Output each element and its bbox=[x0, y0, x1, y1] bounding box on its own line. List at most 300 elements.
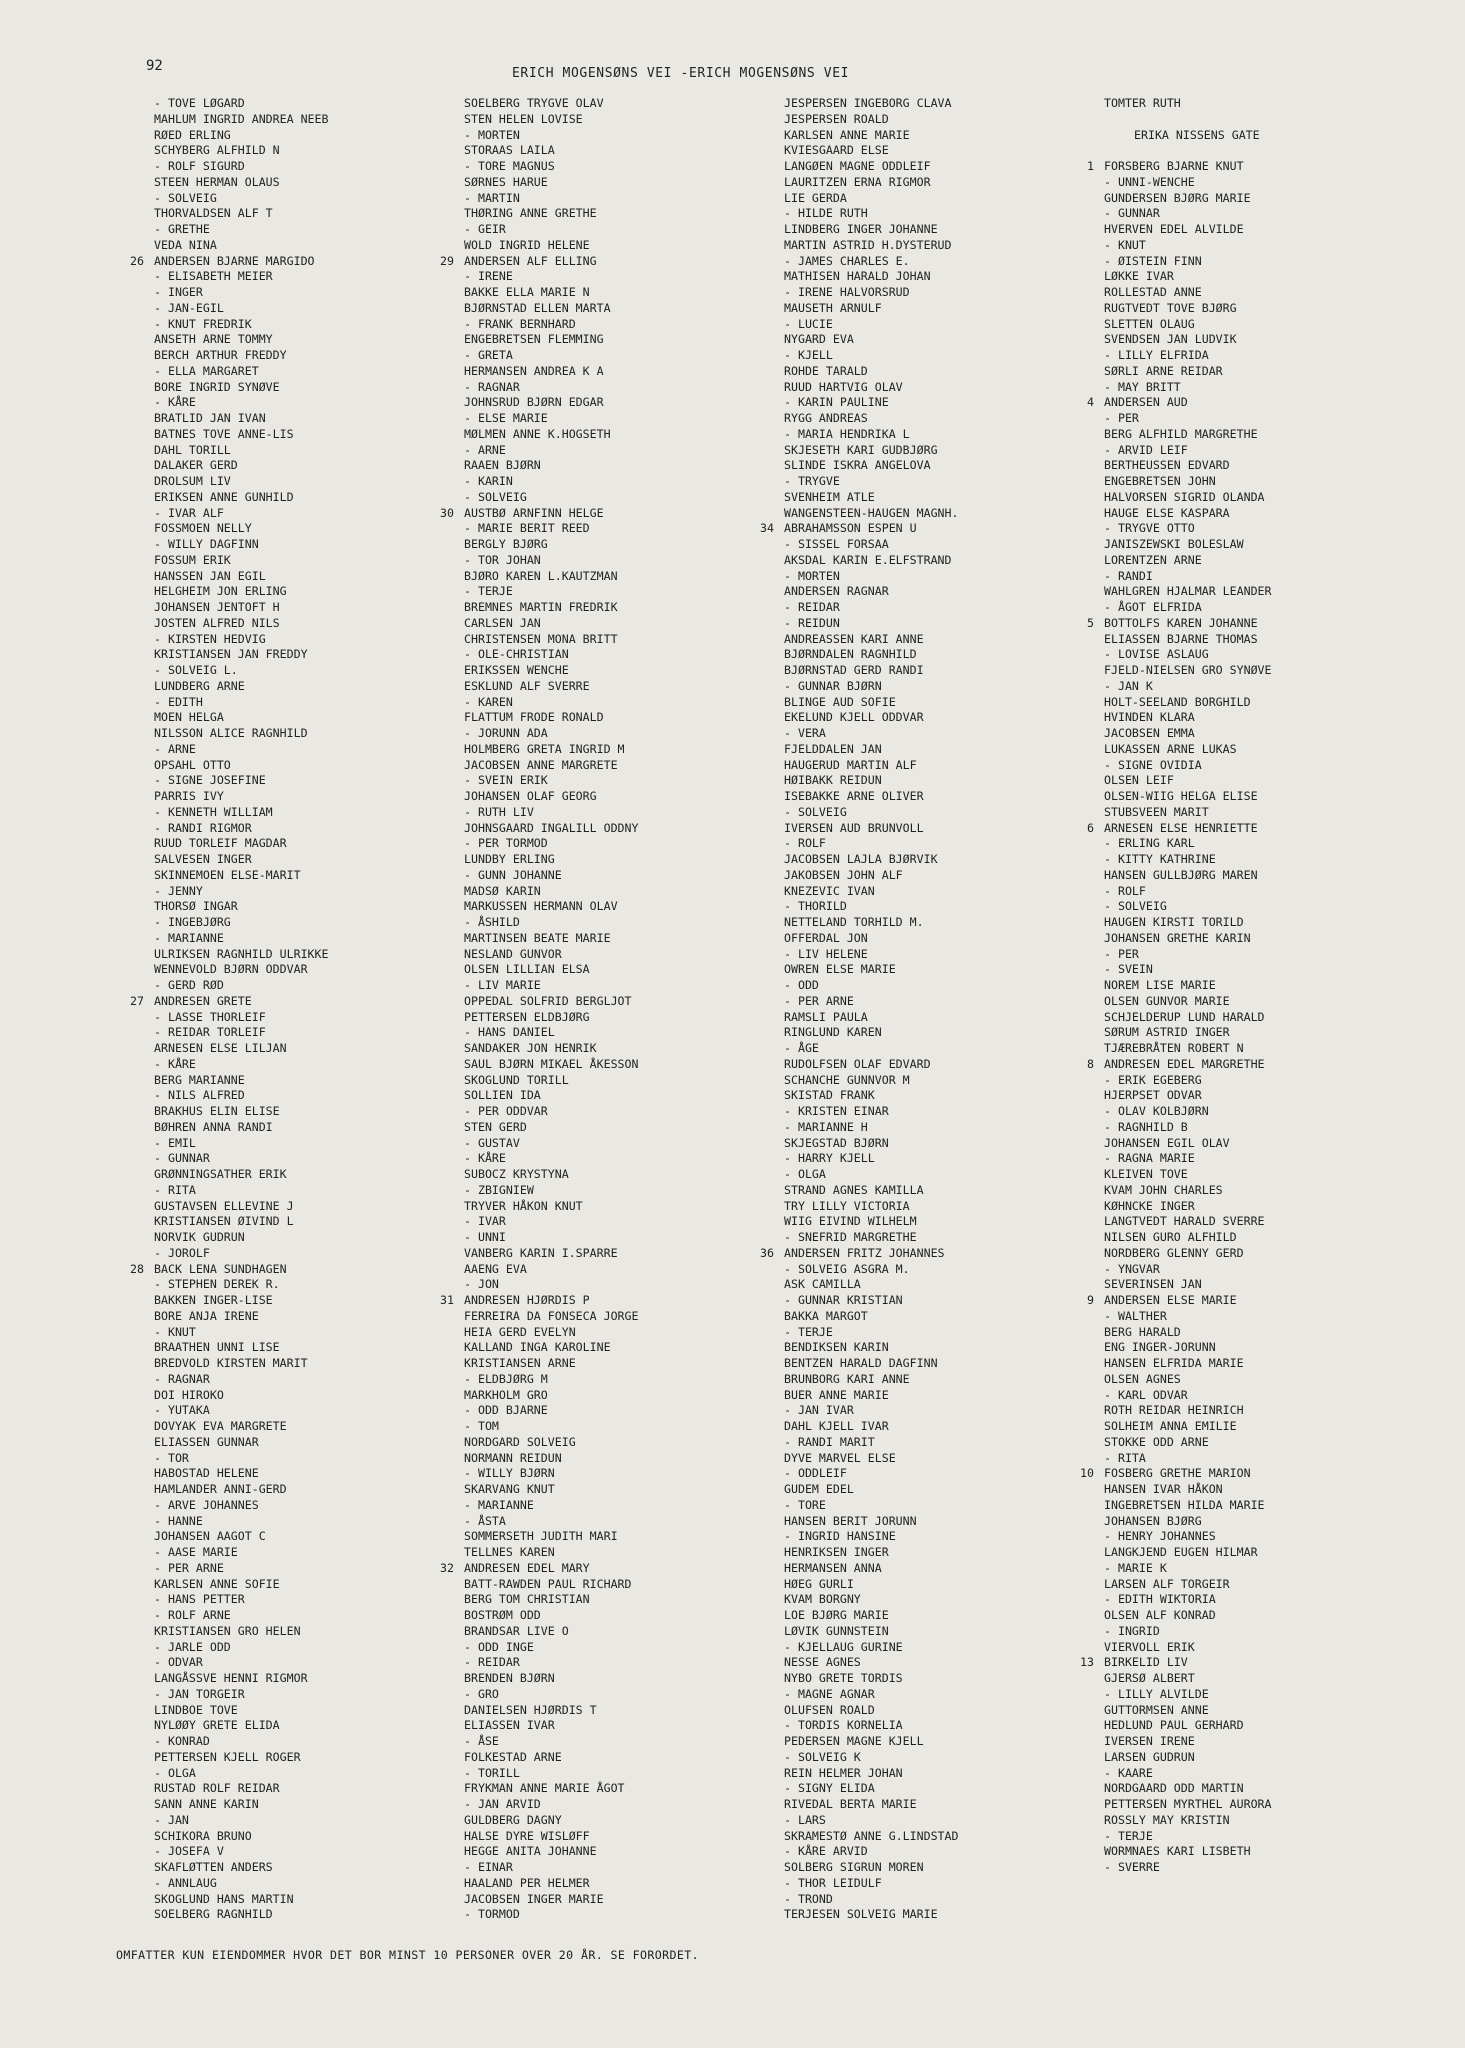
house-number bbox=[1060, 647, 1104, 663]
resident-entry bbox=[740, 1671, 1070, 1687]
resident-name: SKOGLUND HANS MARTIN bbox=[154, 1891, 294, 1906]
resident-name: BERTHEUSSEN EDVARD bbox=[1104, 458, 1230, 473]
resident-name: JOHANSEN EGIL OLAV bbox=[1104, 1135, 1230, 1150]
resident-name: NOREM LISE MARIE bbox=[1104, 978, 1216, 992]
resident-name: - LASSE THORLEIF bbox=[154, 1009, 266, 1024]
resident-entry bbox=[420, 1671, 750, 1687]
resident-name: TERJESEN SOLVEIG MARIE bbox=[784, 1907, 938, 1922]
house-number bbox=[110, 663, 154, 679]
resident-name: - JAN TORGEIR bbox=[154, 1686, 245, 1701]
resident-entry bbox=[110, 128, 440, 144]
resident-entry bbox=[740, 1482, 1070, 1498]
resident-name: PETTERSEN MYRTHEL AURORA bbox=[1104, 1797, 1272, 1811]
resident-entry bbox=[420, 269, 750, 285]
house-number bbox=[740, 947, 784, 963]
resident-entry bbox=[110, 1246, 440, 1262]
resident-entry bbox=[740, 1419, 1070, 1435]
resident-name: HALVORSEN SIGRID OLANDA bbox=[1104, 489, 1265, 504]
resident-entry bbox=[740, 364, 1070, 380]
house-number bbox=[420, 1907, 464, 1923]
resident-name: LIE GERDA bbox=[784, 190, 847, 205]
house-number bbox=[740, 1088, 784, 1104]
house-number bbox=[740, 773, 784, 789]
resident-entry bbox=[740, 1088, 1070, 1104]
house-number bbox=[1060, 994, 1104, 1010]
house-number bbox=[740, 1372, 784, 1388]
resident-name: HAMLANDER ANNI-GERD bbox=[154, 1482, 287, 1496]
resident-name: - JORUNN ADA bbox=[464, 726, 548, 740]
resident-name: - GUNNAR KRISTIAN bbox=[784, 1293, 903, 1307]
resident-name: - JAN ARVID bbox=[464, 1797, 541, 1811]
house-number bbox=[1060, 1372, 1104, 1388]
resident-entry bbox=[1060, 1214, 1390, 1230]
resident-name: SEVERINSEN JAN bbox=[1104, 1277, 1202, 1292]
resident-name: - PER bbox=[1104, 946, 1139, 961]
house-number bbox=[740, 1136, 784, 1152]
house-number bbox=[1060, 947, 1104, 963]
resident-name: AAENG EVA bbox=[464, 1261, 527, 1276]
house-number bbox=[420, 994, 464, 1010]
resident-name: JACOBSEN EMMA bbox=[1104, 726, 1195, 740]
resident-name: DOVYAK EVA MARGRETE bbox=[154, 1419, 287, 1433]
resident-name: OLUFSEN ROALD bbox=[784, 1702, 875, 1717]
resident-entry bbox=[740, 994, 1070, 1010]
house-number: 9 bbox=[1087, 1293, 1094, 1307]
resident-name: LANGKJEND EUGEN HILMAR bbox=[1104, 1545, 1258, 1559]
resident-entry bbox=[1060, 1829, 1390, 1845]
resident-name: - KÅRE bbox=[154, 395, 196, 410]
resident-name: NILSSON ALICE RAGNHILD bbox=[154, 726, 308, 740]
resident-name: - ODD BJARNE bbox=[464, 1403, 548, 1418]
house-number bbox=[420, 1876, 464, 1892]
resident-name: - GUNNAR bbox=[154, 1151, 210, 1166]
resident-name: BREMNES MARTIN FREDRIK bbox=[464, 600, 618, 614]
resident-entry bbox=[420, 1766, 750, 1782]
house-number bbox=[110, 962, 154, 978]
resident-name: - EINAR bbox=[464, 1860, 513, 1874]
resident-name: LOE BJØRG MARIE bbox=[784, 1608, 889, 1622]
resident-name: GUTTORMSEN ANNE bbox=[1104, 1702, 1209, 1717]
resident-name: HERMANSEN ANNA bbox=[784, 1560, 882, 1575]
house-number bbox=[1060, 1529, 1104, 1545]
house-number bbox=[740, 1577, 784, 1593]
house-number bbox=[1060, 348, 1104, 364]
house-number bbox=[420, 553, 464, 569]
house-number bbox=[420, 616, 464, 632]
house-number bbox=[110, 805, 154, 821]
house-number bbox=[110, 222, 154, 238]
resident-entry bbox=[1060, 1844, 1390, 1860]
house-number bbox=[110, 1781, 154, 1797]
resident-name: SLETTEN OLAUG bbox=[1104, 316, 1195, 331]
resident-entry bbox=[1060, 395, 1390, 411]
resident-name: TRYVER HÅKON KNUT bbox=[464, 1198, 583, 1213]
house-number bbox=[110, 1592, 154, 1608]
house-number bbox=[110, 1624, 154, 1640]
house-number bbox=[740, 458, 784, 474]
house-number bbox=[1060, 1419, 1104, 1435]
resident-entry bbox=[740, 962, 1070, 978]
resident-name: BRAATHEN UNNI LISE bbox=[154, 1340, 280, 1355]
resident-entry bbox=[1060, 616, 1390, 632]
house-number bbox=[740, 1640, 784, 1656]
resident-entry bbox=[420, 1262, 750, 1278]
house-number bbox=[1060, 128, 1104, 144]
resident-name: - ERIK EGEBERG bbox=[1104, 1072, 1202, 1087]
resident-entry bbox=[1060, 1136, 1390, 1152]
resident-name: BRUNBORG KARI ANNE bbox=[784, 1371, 910, 1386]
house-number bbox=[1060, 1230, 1104, 1246]
house-number bbox=[740, 884, 784, 900]
resident-name: DROLSUM LIV bbox=[154, 474, 231, 488]
resident-entry bbox=[1060, 695, 1390, 711]
house-number bbox=[1060, 269, 1104, 285]
resident-entry bbox=[740, 1892, 1070, 1908]
resident-name: - KÅRE ARVID bbox=[784, 1844, 868, 1859]
resident-entry bbox=[1060, 254, 1390, 270]
resident-entry bbox=[1060, 1372, 1390, 1388]
house-number bbox=[110, 1766, 154, 1782]
house-number bbox=[1060, 1120, 1104, 1136]
house-number bbox=[1060, 632, 1104, 648]
resident-entry bbox=[420, 128, 750, 144]
resident-name: RUGTVEDT TOVE BJØRG bbox=[1104, 300, 1237, 315]
house-number bbox=[420, 285, 464, 301]
resident-entry bbox=[420, 1482, 750, 1498]
house-number bbox=[740, 159, 784, 175]
resident-name: RØED ERLING bbox=[154, 127, 231, 142]
resident-entry bbox=[110, 1750, 440, 1766]
house-number bbox=[740, 584, 784, 600]
house-number bbox=[740, 710, 784, 726]
resident-name: - SNEFRID MARGRETHE bbox=[784, 1230, 917, 1244]
resident-entry bbox=[1060, 742, 1390, 758]
house-number bbox=[420, 742, 464, 758]
resident-name: - LILLY ELFRIDA bbox=[1104, 348, 1209, 362]
house-number bbox=[110, 1136, 154, 1152]
resident-entry bbox=[420, 836, 750, 852]
house-number bbox=[1060, 1277, 1104, 1293]
house-number bbox=[420, 1687, 464, 1703]
house-number bbox=[740, 285, 784, 301]
house-number bbox=[420, 962, 464, 978]
resident-entry bbox=[110, 1073, 440, 1089]
resident-entry bbox=[420, 679, 750, 695]
house-number bbox=[420, 1104, 464, 1120]
house-number bbox=[420, 1372, 464, 1388]
house-number bbox=[420, 1136, 464, 1152]
house-number bbox=[420, 1246, 464, 1262]
house-number bbox=[740, 222, 784, 238]
resident-entry bbox=[420, 1199, 750, 1215]
house-number bbox=[420, 1813, 464, 1829]
house-number bbox=[110, 726, 154, 742]
resident-entry bbox=[740, 663, 1070, 679]
resident-entry bbox=[420, 1734, 750, 1750]
resident-name: - WILLY BJØRN bbox=[464, 1466, 555, 1481]
house-number bbox=[110, 1750, 154, 1766]
house-number bbox=[1060, 663, 1104, 679]
resident-name: DOI HIROKO bbox=[154, 1387, 224, 1402]
resident-entry bbox=[1060, 238, 1390, 254]
house-number bbox=[1060, 443, 1104, 459]
house-number bbox=[110, 269, 154, 285]
resident-entry bbox=[420, 1844, 750, 1860]
resident-entry bbox=[420, 1466, 750, 1482]
resident-name: - KÅRE bbox=[464, 1151, 506, 1166]
resident-name: THORVALDSEN ALF T bbox=[154, 206, 273, 221]
resident-name: - JAN bbox=[154, 1812, 189, 1827]
resident-entry bbox=[1060, 1167, 1390, 1183]
resident-entry bbox=[110, 474, 440, 490]
resident-entry bbox=[420, 1356, 750, 1372]
resident-name: PARRIS IVY bbox=[154, 789, 224, 803]
resident-entry bbox=[110, 947, 440, 963]
resident-name: RAMSLI PAULA bbox=[784, 1009, 868, 1024]
resident-entry bbox=[1060, 931, 1390, 947]
resident-name: ENG INGER-JORUNN bbox=[1104, 1340, 1216, 1355]
resident-entry bbox=[110, 1734, 440, 1750]
resident-entry bbox=[420, 458, 750, 474]
resident-name: NYLØØY GRETE ELIDA bbox=[154, 1718, 280, 1733]
resident-entry bbox=[420, 1214, 750, 1230]
resident-name: - REIDAR bbox=[464, 1655, 520, 1670]
house-number bbox=[740, 112, 784, 128]
house-number bbox=[420, 600, 464, 616]
resident-name: PETTERSEN KJELL ROGER bbox=[154, 1749, 301, 1764]
resident-entry bbox=[420, 1892, 750, 1908]
house-number bbox=[420, 364, 464, 380]
resident-entry bbox=[420, 1309, 750, 1325]
resident-name: - HANS DANIEL bbox=[464, 1025, 555, 1040]
house-number: 27 bbox=[130, 993, 144, 1008]
house-number bbox=[740, 899, 784, 915]
house-number bbox=[420, 443, 464, 459]
house-number bbox=[110, 1057, 154, 1073]
house-number bbox=[740, 427, 784, 443]
resident-entry bbox=[1060, 836, 1390, 852]
house-number bbox=[1060, 978, 1104, 994]
house-number bbox=[1060, 1577, 1104, 1593]
house-number bbox=[420, 1577, 464, 1593]
house-number bbox=[420, 1230, 464, 1246]
resident-name: SAUL BJØRN MIKAEL ÅKESSON bbox=[464, 1056, 639, 1071]
house-number bbox=[110, 364, 154, 380]
house-number bbox=[1060, 569, 1104, 585]
resident-name: - KAREN bbox=[464, 694, 513, 709]
resident-entry bbox=[110, 1262, 440, 1278]
house-number bbox=[740, 1750, 784, 1766]
house-number bbox=[420, 1356, 464, 1372]
house-number bbox=[1060, 1388, 1104, 1404]
resident-name: HEIA GERD EVELYN bbox=[464, 1324, 576, 1339]
resident-entry bbox=[740, 191, 1070, 207]
resident-entry bbox=[110, 569, 440, 585]
resident-name: MARKUSSEN HERMANN OLAV bbox=[464, 899, 618, 914]
resident-name: JOHANSEN BJØRG bbox=[1104, 1513, 1202, 1528]
house-number bbox=[420, 128, 464, 144]
column-3 bbox=[740, 96, 1070, 1923]
house-number bbox=[740, 1262, 784, 1278]
resident-entry bbox=[420, 1797, 750, 1813]
house-number: 6 bbox=[1087, 820, 1094, 835]
resident-entry bbox=[740, 1608, 1070, 1624]
house-number bbox=[740, 1498, 784, 1514]
resident-entry bbox=[740, 899, 1070, 915]
resident-name: AUSTBØ ARNFINN HELGE bbox=[464, 505, 604, 520]
resident-name: - MAY BRITT bbox=[1104, 379, 1181, 394]
resident-name: - TORE bbox=[784, 1497, 826, 1512]
resident-name: - LIV MARIE bbox=[464, 978, 541, 992]
resident-entry bbox=[420, 395, 750, 411]
resident-entry bbox=[420, 695, 750, 711]
house-number bbox=[740, 332, 784, 348]
footnote: OMFATTER KUN EIENDOMMER HVOR DET BOR MINST 10 PERSONER OVER 20 ÅR. SE FORORDET. bbox=[116, 1948, 700, 1962]
house-number bbox=[1060, 285, 1104, 301]
resident-name: STEN HELEN LOVISE bbox=[464, 111, 583, 126]
house-number bbox=[110, 474, 154, 490]
house-number bbox=[1060, 1214, 1104, 1230]
house-number: 13 bbox=[1080, 1655, 1094, 1670]
resident-entry bbox=[420, 112, 750, 128]
resident-entry bbox=[740, 931, 1070, 947]
resident-name: SKARVANG KNUT bbox=[464, 1482, 555, 1496]
resident-name: WENNEVOLD BJØRN ODDVAR bbox=[154, 962, 308, 977]
house-number bbox=[420, 1183, 464, 1199]
resident-name: - HANNE bbox=[154, 1513, 203, 1528]
house-number bbox=[1060, 1592, 1104, 1608]
house-number bbox=[110, 96, 154, 112]
resident-entry bbox=[1060, 852, 1390, 868]
resident-name: JOSTEN ALFRED NILS bbox=[154, 615, 280, 630]
resident-entry bbox=[740, 1829, 1070, 1845]
resident-name: - HENRY JOHANNES bbox=[1104, 1529, 1216, 1544]
resident-entry bbox=[1060, 332, 1390, 348]
house-number bbox=[110, 1529, 154, 1545]
house-number bbox=[420, 1703, 464, 1719]
resident-entry bbox=[110, 1640, 440, 1656]
house-number bbox=[110, 1088, 154, 1104]
resident-entry bbox=[1060, 663, 1390, 679]
house-number bbox=[110, 128, 154, 144]
house-number bbox=[110, 348, 154, 364]
house-number bbox=[1060, 1734, 1104, 1750]
resident-name: - ROLF SIGURD bbox=[154, 159, 245, 173]
resident-name: - AASE MARIE bbox=[154, 1545, 238, 1559]
resident-name: SCHANCHE GUNNVOR M bbox=[784, 1072, 910, 1087]
resident-entry bbox=[740, 1136, 1070, 1152]
resident-entry bbox=[1060, 1419, 1390, 1435]
resident-entry bbox=[110, 1482, 440, 1498]
resident-entry bbox=[110, 884, 440, 900]
resident-entry bbox=[1060, 805, 1390, 821]
resident-name: MARTINSEN BEATE MARIE bbox=[464, 930, 611, 945]
resident-entry bbox=[420, 947, 750, 963]
resident-entry bbox=[110, 647, 440, 663]
resident-name: - KIRSTEN HEDVIG bbox=[154, 631, 266, 646]
house-number bbox=[420, 1167, 464, 1183]
column-1 bbox=[110, 96, 440, 1923]
resident-entry bbox=[1060, 506, 1390, 522]
house-number bbox=[740, 1451, 784, 1467]
house-number bbox=[110, 1435, 154, 1451]
resident-entry bbox=[740, 1372, 1070, 1388]
resident-entry bbox=[110, 1608, 440, 1624]
resident-entry bbox=[740, 1277, 1070, 1293]
house-number bbox=[420, 143, 464, 159]
resident-name: FOSBERG GRETHE MARION bbox=[1104, 1466, 1251, 1481]
resident-entry bbox=[420, 143, 750, 159]
resident-name: ANSETH ARNE TOMMY bbox=[154, 332, 273, 347]
house-number bbox=[740, 1435, 784, 1451]
house-number bbox=[110, 915, 154, 931]
resident-entry bbox=[1060, 978, 1390, 994]
resident-entry bbox=[110, 758, 440, 774]
house-number bbox=[740, 317, 784, 333]
resident-name: FLATTUM FRODE RONALD bbox=[464, 710, 604, 725]
resident-name: SOLBERG SIGRUN MOREN bbox=[784, 1860, 924, 1874]
resident-name: - GUNNAR bbox=[1104, 206, 1160, 221]
resident-name: - ELLA MARGARET bbox=[154, 363, 259, 378]
resident-entry bbox=[740, 647, 1070, 663]
resident-entry bbox=[740, 427, 1070, 443]
resident-entry bbox=[110, 1545, 440, 1561]
house-number bbox=[420, 1151, 464, 1167]
resident-name: ANDERSEN RAGNAR bbox=[784, 584, 889, 599]
house-number bbox=[110, 1388, 154, 1404]
resident-entry bbox=[110, 1529, 440, 1545]
resident-entry bbox=[110, 96, 440, 112]
resident-entry bbox=[110, 836, 440, 852]
resident-entry bbox=[420, 899, 750, 915]
resident-entry bbox=[740, 1262, 1070, 1278]
resident-name: - KAARE bbox=[1104, 1765, 1153, 1780]
house-number bbox=[110, 553, 154, 569]
house-number bbox=[740, 537, 784, 553]
resident-name: MAHLUM INGRID ANDREA NEEB bbox=[154, 111, 329, 126]
house-number bbox=[740, 962, 784, 978]
resident-entry bbox=[1060, 1813, 1390, 1829]
resident-entry bbox=[1060, 1403, 1390, 1419]
resident-entry bbox=[110, 317, 440, 333]
resident-entry bbox=[420, 600, 750, 616]
resident-name: ENGEBRETSEN JOHN bbox=[1104, 474, 1216, 488]
resident-name: - RAGNA MARIE bbox=[1104, 1151, 1195, 1166]
resident-name: - IRENE HALVORSRUD bbox=[784, 285, 910, 299]
house-number bbox=[420, 238, 464, 254]
resident-entry bbox=[1060, 679, 1390, 695]
resident-entry bbox=[740, 868, 1070, 884]
resident-entry bbox=[740, 1466, 1070, 1482]
resident-entry bbox=[110, 1214, 440, 1230]
resident-name: HALSE DYRE WISLØFF bbox=[464, 1828, 590, 1843]
resident-entry bbox=[420, 1325, 750, 1341]
resident-name: HANSEN GULLBJØRG MAREN bbox=[1104, 867, 1258, 882]
resident-entry bbox=[110, 931, 440, 947]
resident-name: STUBSVEEN MARIT bbox=[1104, 804, 1209, 819]
resident-name: - ODD bbox=[784, 978, 819, 992]
resident-entry bbox=[110, 1435, 440, 1451]
resident-name: - FRANK BERNHARD bbox=[464, 316, 576, 331]
resident-entry bbox=[110, 679, 440, 695]
resident-name: OLSEN AGNES bbox=[1104, 1371, 1181, 1386]
house-number bbox=[740, 238, 784, 254]
resident-name: BJØRNDALEN RAGNHILD bbox=[784, 647, 917, 662]
resident-entry bbox=[740, 490, 1070, 506]
house-number: 8 bbox=[1087, 1056, 1094, 1071]
house-number bbox=[740, 301, 784, 317]
resident-entry bbox=[110, 1293, 440, 1309]
